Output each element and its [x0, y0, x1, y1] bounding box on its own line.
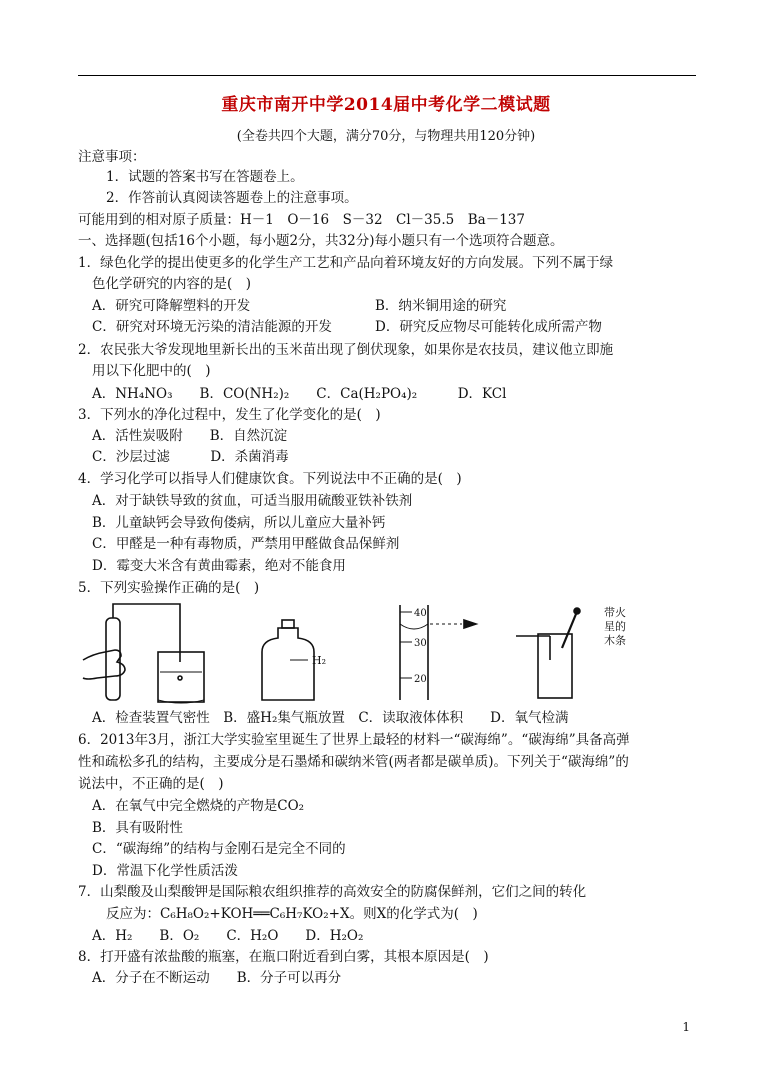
option-d: D．霉变大米含有黄曲霉素，绝对不能食用 — [92, 558, 346, 574]
options-line: A．活性炭吸附 B．自然沉淀 — [92, 428, 288, 444]
figure-airtightness — [83, 604, 204, 703]
option-d: D．研究反应物尽可能转化成所需产物 — [375, 319, 602, 335]
splint-label-3: 木条 — [604, 634, 626, 647]
option-d: D．常温下化学性质活泼 — [92, 863, 238, 879]
splint-label-1: 带火 — [604, 606, 626, 619]
tick-20: 20 — [414, 674, 427, 685]
page-number: 1 — [682, 1020, 690, 1034]
figure-oxygen-test — [516, 608, 580, 698]
section-heading: 一、选择题(包括16个小题，每小题2分，共32分)每小题只有一个选项符合题意。 — [78, 233, 564, 249]
option-a: A．研究可降解塑料的开发 — [92, 298, 251, 314]
question-stem: 5．下列实验操作正确的是( ) — [78, 580, 260, 596]
option-b: B．纳米铜用途的研究 — [375, 298, 507, 314]
option-a: A．对于缺铁导致的贫血，可适当服用硫酸亚铁补铁剂 — [92, 493, 413, 509]
question-stem: 7．山梨酸及山梨酸钾是国际粮农组织推荐的高效安全的防腐保鲜剂，它们之间的转化 — [78, 884, 587, 900]
question-stem: 8．打开盛有浓盐酸的瓶塞，在瓶口附近看到白雾，其根本原因是( ) — [78, 949, 489, 965]
h2-label: H₂ — [312, 654, 327, 667]
question-stem: 用以下化肥中的( ) — [92, 363, 211, 379]
note-item: 1．试题的答案书写在答题卷上。 — [106, 169, 304, 185]
experiment-figures — [78, 600, 698, 708]
header-rule — [78, 75, 696, 76]
figure-graduated-cylinder — [400, 605, 476, 700]
options-line: C．沙层过滤 D．杀菌消毒 — [92, 449, 289, 465]
question-stem: 性和疏松多孔的结构，主要成分是石墨烯和碳纳米管(两者都是碳单质)。下列关于“碳海绵”的 — [78, 754, 629, 770]
question-stem: 3．下列水的净化过程中，发生了化学变化的是( ) — [78, 407, 381, 423]
question-stem: 说法中，不正确的是( ) — [78, 776, 224, 792]
splint-label-2: 星的 — [604, 620, 626, 633]
option-c: C．研究对环境无污染的清洁能源的开发 — [92, 319, 332, 335]
page-subtitle: (全卷共四个大题，满分70分，与物理共用120分钟) — [236, 129, 536, 144]
option-a: A．在氧气中完全燃烧的产物是CO₂ — [92, 798, 305, 814]
options-line: A．NH₄NO₃ B．CO(NH₂)₂ C．Ca(H₂PO₄)₂ D．KCl — [92, 386, 507, 402]
atomic-masses: 可能用到的相对原子质量：H－1 O－16 S－32 Cl－35.5 Ba－137 — [78, 212, 525, 228]
tick-40: 40 — [414, 608, 427, 619]
question-stem: 6．2013年3月，浙江大学实验室里诞生了世界上最轻的材料一“碳海绵”。“碳海绵”具备高弹 — [78, 732, 630, 748]
options-line: A．H₂ B．O₂ C．H₂O D．H₂O₂ — [92, 928, 364, 944]
option-c: C．“碳海绵”的结构与金刚石是完全不同的 — [92, 841, 346, 857]
options-line: A．分子在不断运动 B．分子可以再分 — [92, 970, 342, 986]
tick-30: 30 — [414, 638, 427, 649]
option-c: C．甲醛是一种有毒物质，严禁用甲醛做食品保鲜剂 — [92, 536, 400, 552]
notes-heading: 注意事项： — [78, 149, 146, 165]
question-stem: 色化学研究的内容的是( ) — [92, 276, 252, 292]
page-title: 重庆市南开中学2014届中考化学二模试题 — [221, 95, 551, 115]
question-stem: 反应为：C₆H₈O₂+KOH══C₆H₇KO₂+X。则X的化学式为( ) — [106, 906, 478, 922]
options-line: A．检查装置气密性 B．盛H₂集气瓶放置 C．读取液体体积 D．氧气检满 — [92, 710, 569, 726]
figure-gas-bottle — [262, 620, 314, 700]
option-b: B．具有吸附性 — [92, 820, 183, 836]
question-stem: 1．绿色化学的提出使更多的化学生产工艺和产品向着环境友好的方向发展。下列不属于绿 — [78, 255, 614, 271]
question-stem: 2．农民张大爷发现地里新长出的玉米苗出现了倒伏现象，如果你是农技员，建议他立即施 — [78, 342, 614, 358]
question-stem: 4．学习化学可以指导人们健康饮食。下列说法中不正确的是( ) — [78, 471, 462, 487]
option-b: B．儿童缺钙会导致佝偻病，所以儿童应大量补钙 — [92, 515, 386, 531]
note-item: 2．作答前认真阅读答题卷上的注意事项。 — [106, 190, 358, 206]
